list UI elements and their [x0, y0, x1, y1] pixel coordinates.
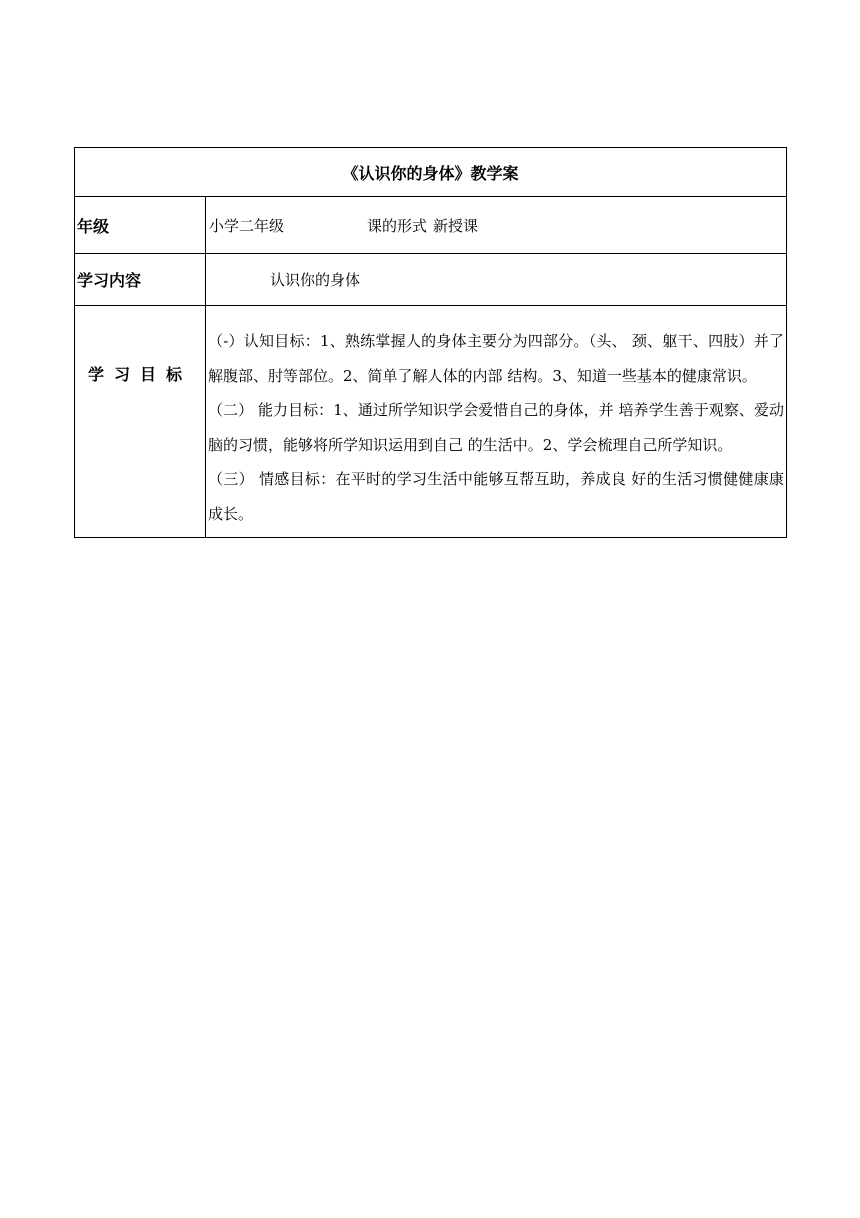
emotional-goal: （三） 情感目标：在平时的学习生活中能够互帮互助，养成良 好的生活习惯健健康康成长。	[208, 470, 785, 523]
content-label: 学习内容	[75, 254, 206, 306]
goals-cell	[206, 306, 787, 538]
grade-value: 小学二年级	[209, 216, 285, 235]
grade-label: 年级	[75, 197, 206, 254]
document-title: 《认识你的身体》教学案	[75, 148, 787, 197]
form-label: 课的形式	[367, 216, 428, 235]
ability-goal: （二） 能力目标：1、通过所学知识学会爱惜自己的身体，并 培养学生善于观察、爱动脑的习惯，能够将所学知识运用到自己 的生活中。2、学会梳理自己所学知识。	[208, 401, 785, 454]
goals-row	[75, 306, 787, 538]
cognitive-goal: （-）认知目标：1、熟练掌握人的身体主要分为四部分。（头、 颈、躯干、四肢）并了解腹部、肘等部位。2、简单了解人体的内部 结构。3、知道一些基本的健康常识。	[208, 332, 785, 385]
content-row	[75, 254, 787, 306]
content-value: 认识你的身体	[206, 254, 787, 306]
title-row	[75, 148, 787, 197]
lesson-plan-table	[74, 147, 787, 538]
goals-label: 学习目标	[75, 306, 206, 538]
form-value: 新授课	[433, 216, 479, 235]
grade-row	[75, 197, 787, 254]
grade-form-cell	[206, 197, 787, 254]
